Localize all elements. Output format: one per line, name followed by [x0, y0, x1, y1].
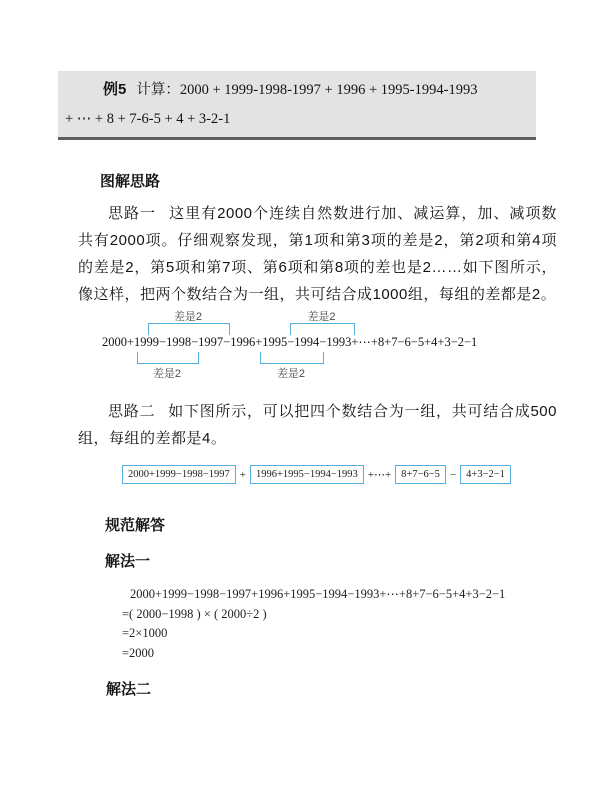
- idea-section-heading: 图解思路: [100, 173, 161, 190]
- diagram1-bottom-label-1: 差是2: [152, 368, 182, 380]
- idea2-label: 思路二: [108, 403, 156, 420]
- group-box-3: 8+7−6−5: [395, 465, 446, 484]
- example-expression-part1: 2000 + 1999-1998-1997 + 1996 + 1995-1994-1993: [179, 82, 478, 98]
- bottom-bracket-2: [260, 352, 324, 364]
- group-separator-1: +: [239, 468, 246, 481]
- solution1-line4: =2000: [122, 645, 155, 660]
- example-prompt: 计算：: [136, 82, 180, 98]
- answer-section-heading: 规范解答: [105, 517, 166, 534]
- diagram1-top-label-1: 差是2: [173, 311, 203, 323]
- diagram1-top-label-2: 差是2: [307, 311, 336, 323]
- idea1-text: 这里有2000个连续自然数进行加、减运算，加、减项数共有2000项。仔细观察发现，第1项和第3项的差是2，第2项和第4项的差是2，第5项和第7项、第6项和第8项的差也是2……如下图所示，像这样，把两个数结合为一组，共可结合成1000组，每组的差都是2。: [78, 205, 557, 303]
- diagram1-bottom-label-2: 差是2: [276, 368, 306, 380]
- pair-grouping-diagram: [0, 308, 612, 388]
- idea1-label: 思路一: [108, 205, 157, 222]
- diagram1-expression: 2000+1999−1998−1997−1996+1995−1994−1993+⋯+8+7−6−5+4+3−2−1: [102, 335, 478, 349]
- idea1-paragraph: [78, 200, 557, 308]
- solution2-heading: 解法二: [106, 681, 152, 698]
- group-box-2: 1996+1995−1994−1993: [250, 465, 364, 484]
- quad-grouping-diagram: [122, 465, 511, 484]
- group-box-4: 4+3−2−1: [460, 465, 511, 484]
- solution1-math-block: [122, 585, 505, 663]
- idea2-text: 如下图所示，可以把四个数结合为一组，共可结合成500组，每组的差都是4。: [78, 403, 557, 447]
- group-separator-3: −: [449, 468, 457, 481]
- example-expression-part2: + ⋯ + 8 + 7-6-5 + 4 + 3-2-1: [65, 111, 231, 127]
- idea2-paragraph: [78, 398, 557, 452]
- example-problem-line1: [58, 71, 536, 105]
- solution1-line1: 2000+1999−1998−1997+1996+1995−1994−1993+⋯+8+7−6−5+4+3−2−1: [130, 587, 506, 601]
- example-number-label: 例5: [103, 81, 127, 98]
- solution1-line2: =( 2000−1998 ) × ( 2000÷2 ): [122, 606, 267, 621]
- example-problem-box: [58, 71, 536, 140]
- group-box-1: 2000+1999−1998−1997: [122, 465, 236, 484]
- solution1-heading: 解法一: [105, 553, 151, 570]
- solution1-line3: =2×1000: [122, 626, 168, 640]
- bottom-bracket-1: [137, 352, 199, 364]
- group-separator-2: +⋯+: [367, 469, 392, 481]
